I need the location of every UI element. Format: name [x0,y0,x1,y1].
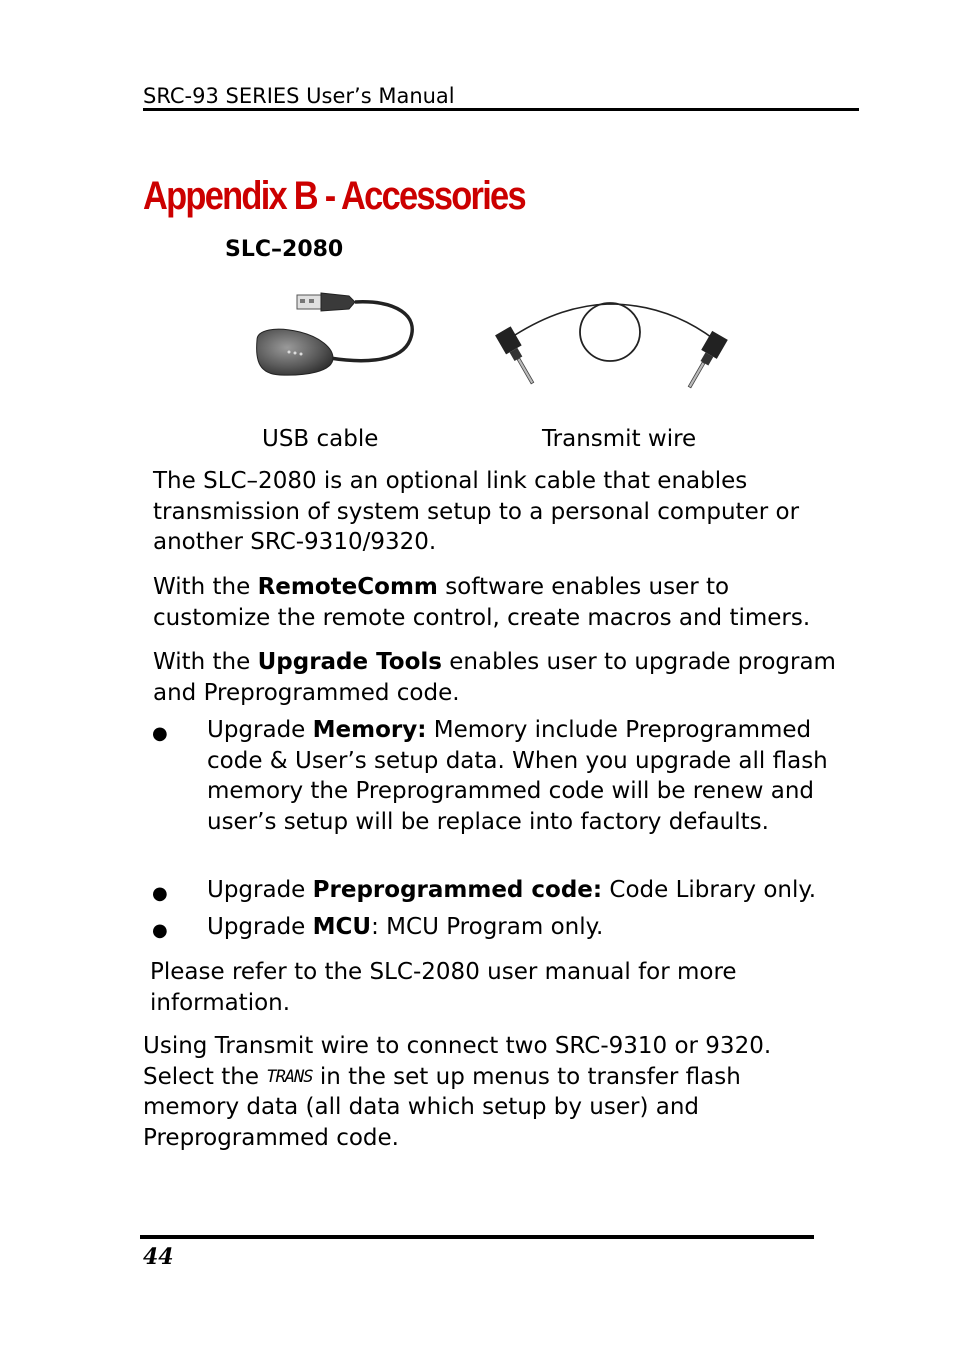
bullet-dot: ● [152,723,168,744]
footer-rule [140,1235,814,1239]
transmit-wire-caption: Transmit wire [542,426,697,452]
bullet-dot: ● [152,920,168,941]
usb-cable-caption: USB cable [262,426,379,452]
bullet-memory-bold: Memory: [312,717,427,743]
bullet-mcu-bold: MCU [312,914,372,940]
bullet-mcu-pre: Upgrade [207,914,306,940]
refer-paragraph: Please refer to the SLC-2080 user manual for more information. [150,959,737,1016]
transmit-note-paragraph [143,1031,803,1153]
bullet-memory-pre: Upgrade [207,717,306,743]
bullet-memory-post: Memory include Preprogrammed code & User’s setup data. When you upgrade all flash memory the Preprogrammed code will be renew and user’s setup will be replace into factory defaults. [207,717,828,835]
header-rule [143,108,859,111]
bullet-preprogrammed-pre: Upgrade [207,877,306,903]
bullet-dot: ● [152,883,168,904]
bullet-preprogrammed [207,875,857,906]
remotecomm-paragraph [153,572,853,633]
transmit-note-line1: Using Transmit wire to connect two SRC-9310 or 9320. [143,1033,772,1059]
remotecomm-post: software enables user to customize the remote control, create macros and timers. [153,574,811,631]
bullet-mcu-post: : MCU Program only. [371,914,604,940]
upgrade-post: enables user to upgrade program and Preprogrammed code. [153,649,836,706]
transmit-wire-image [487,280,737,400]
bullet-preprogrammed-bold: Preprogrammed code: [312,877,603,903]
section-subtitle: SLC–2080 [225,237,344,262]
running-header: SRC-93 SERIES User’s Manual [143,84,455,108]
upgrade-tools-name: Upgrade Tools [257,649,442,675]
remotecomm-name: RemoteComm [257,574,438,600]
trans-lcd-glyph: TRANS [266,1066,313,1087]
transmit-note-post: in the set up menus to transfer flash memory data (all data which setup by user) and Preprogrammed code. [143,1063,741,1151]
usb-cable-image [245,280,420,385]
page-number: 44 [143,1244,174,1270]
bullet-memory [207,715,857,837]
intro-paragraph: The SLC–2080 is an optional link cable that enables transmission of system setup to a personal computer or another SRC-9310/9320. [153,468,800,555]
bullet-preprogrammed-post: Code Library only. [609,877,817,903]
remotecomm-pre: With the [153,574,251,600]
upgrade-tools-paragraph [153,647,858,708]
transmit-note-pre: Select the [143,1063,260,1090]
page-title: Appendix B - Accessories [143,174,525,218]
upgrade-pre: With the [153,649,251,675]
bullet-mcu [207,912,857,943]
